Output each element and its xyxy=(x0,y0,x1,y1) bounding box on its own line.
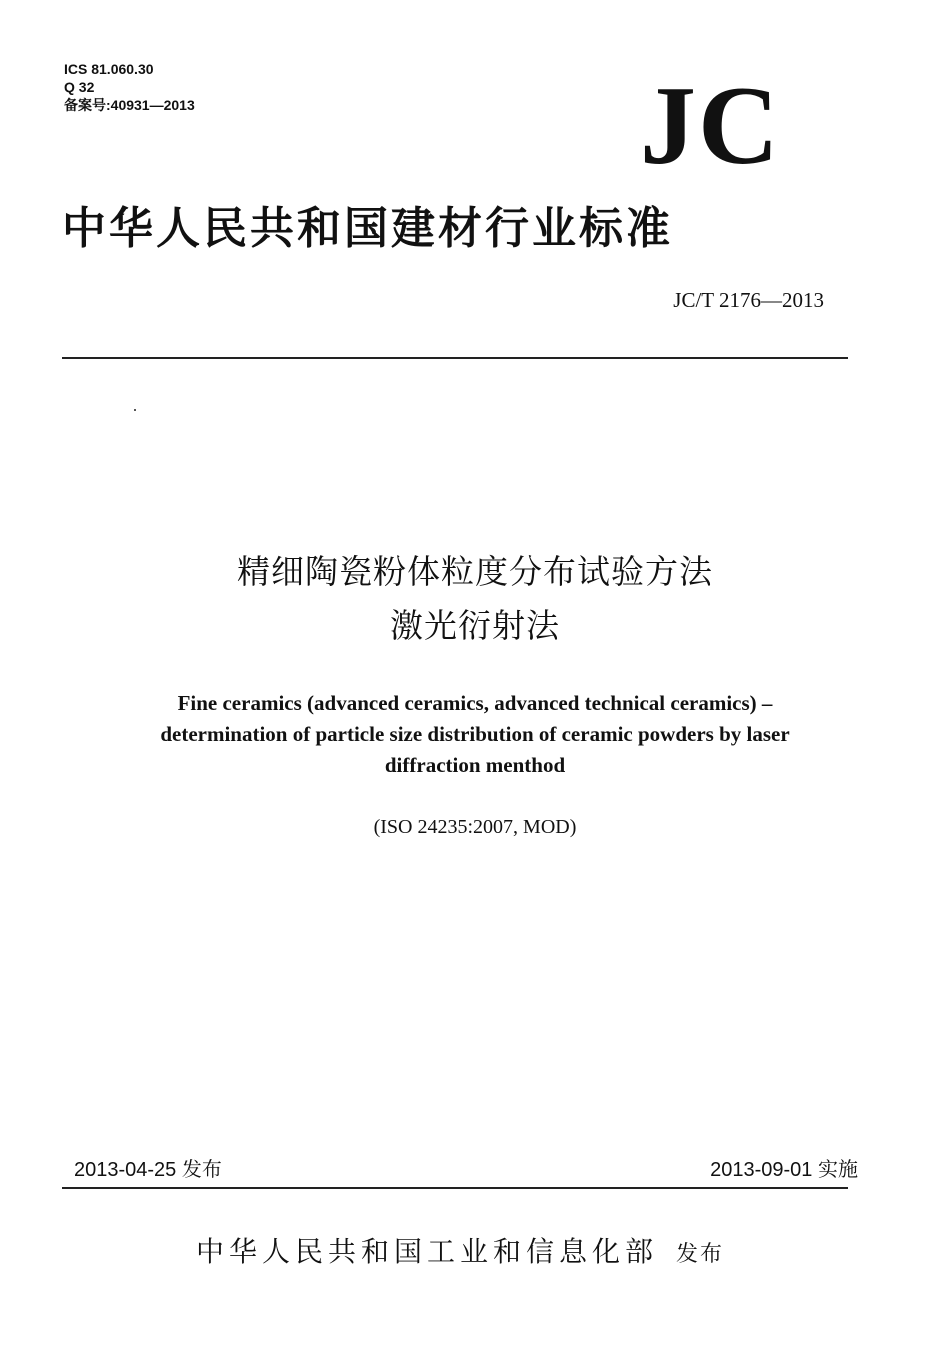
english-title-line1: Fine ceramics (advanced ceramics, advanced technical ceramics) – xyxy=(177,691,773,715)
english-title-line2: determination of particle size distribution of ceramic powders by laser xyxy=(160,722,790,746)
publisher-line xyxy=(196,1230,724,1270)
chinese-title-line1: 精细陶瓷粉体粒度分布试验方法 xyxy=(237,552,713,591)
effective-date: 2013-09-01 实施 xyxy=(710,1159,858,1181)
issue-date: 2013-04-25 发布 xyxy=(74,1159,222,1181)
speck-mark xyxy=(134,409,136,411)
issuing-organization-title: 中华人民共和国建材行业标准 xyxy=(62,203,673,254)
publisher-name: 中华人民共和国工业和信息化部 xyxy=(196,1235,659,1268)
english-title xyxy=(95,688,855,781)
standard-code: JC/T 2176—2013 xyxy=(673,288,824,312)
document-metadata xyxy=(64,60,195,114)
jc-logo: JC xyxy=(640,64,781,188)
ccs-code: Q 32 xyxy=(64,79,95,95)
header-divider xyxy=(62,357,848,359)
publisher-label: 发布 xyxy=(676,1242,725,1267)
iso-reference: (ISO 24235:2007, MOD) xyxy=(373,816,577,838)
footer-divider xyxy=(62,1187,848,1189)
filing-number: 备案号:40931—2013 xyxy=(64,97,195,113)
english-title-line3: diffraction menthod xyxy=(384,753,566,777)
ics-code: ICS 81.060.30 xyxy=(64,61,154,77)
chinese-title-line2: 激光衍射法 xyxy=(390,606,560,645)
